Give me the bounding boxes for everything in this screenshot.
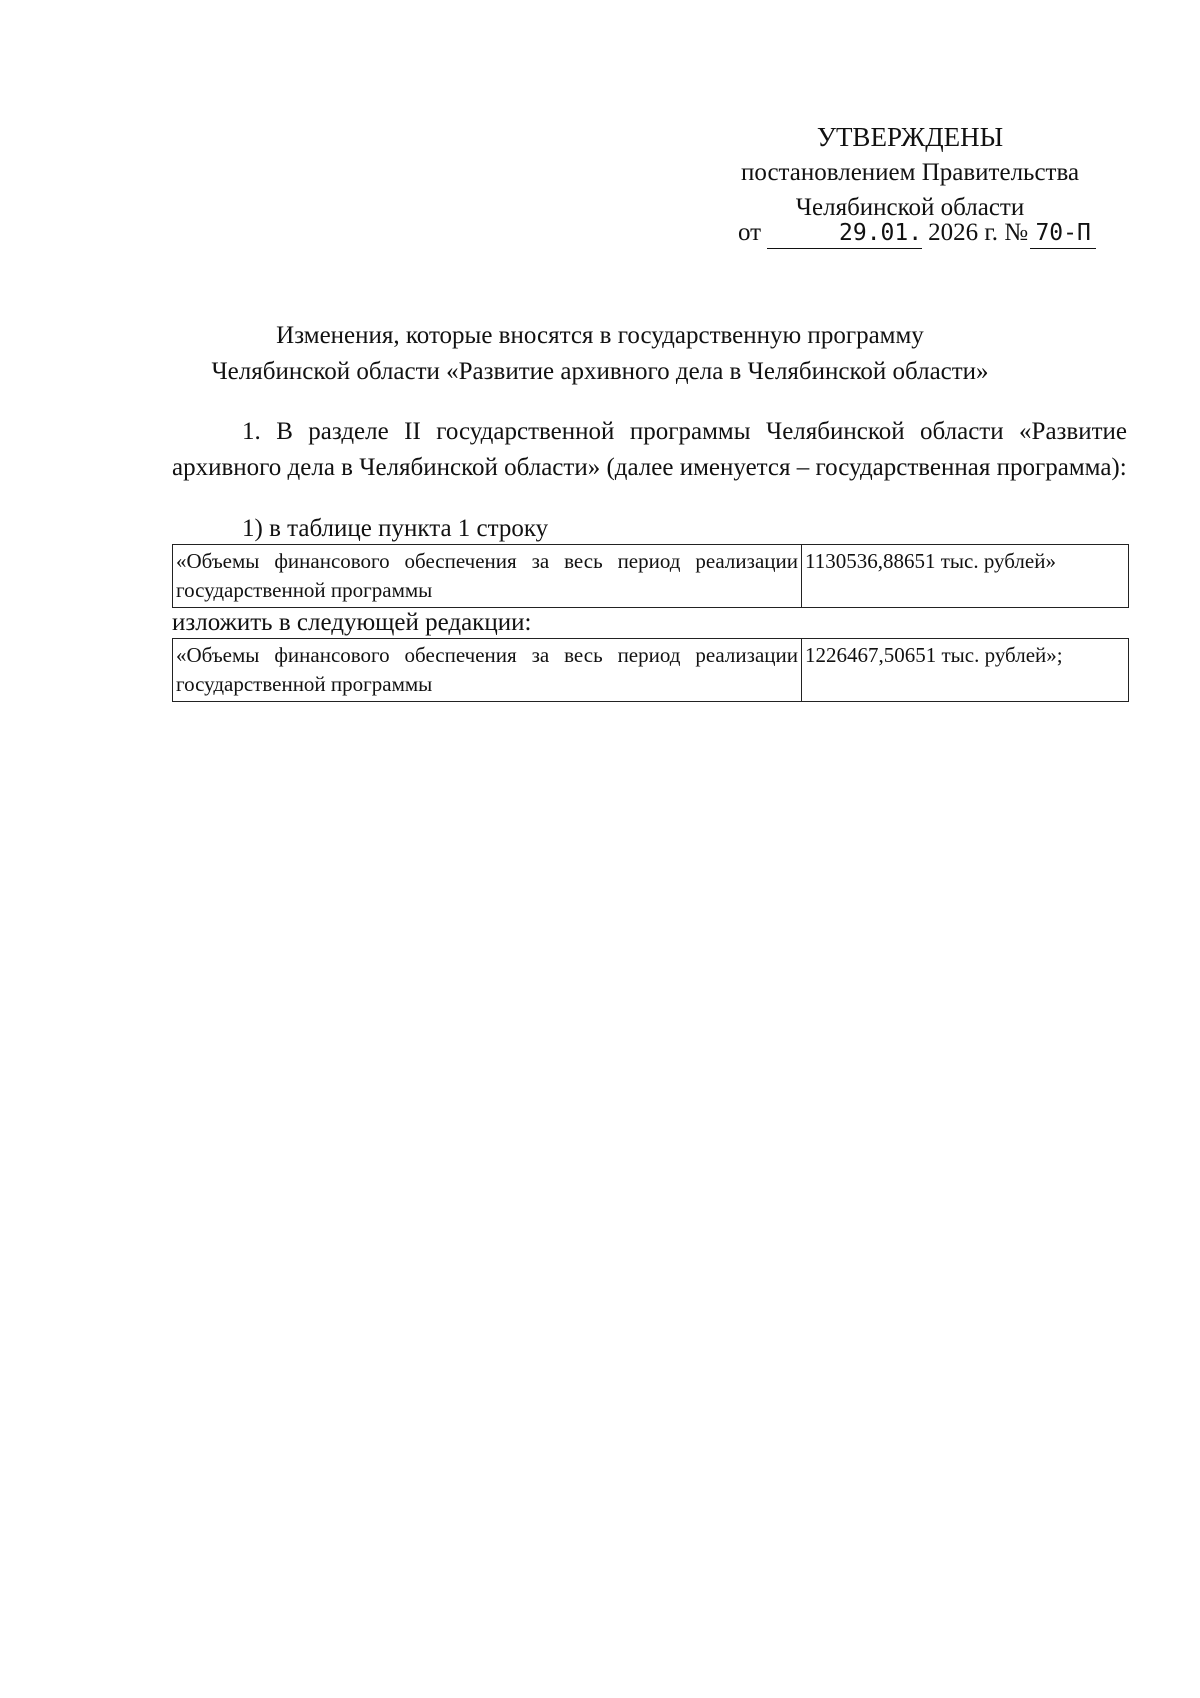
new-row-label: «Объемы финансового обеспечения за весь период реализации государственной программы <box>173 639 802 702</box>
document-title-line-2: Челябинской области «Развитие архивного дела в Челябинской области» <box>211 358 989 385</box>
table-row <box>173 639 1129 702</box>
new-row-value: 1226467,50651 тыс. рублей»; <box>802 639 1129 702</box>
old-row-table <box>172 544 1129 608</box>
paragraph-1: 1. В разделе II государственной программы Челябинской области «Развитие архивного дела в Челябинской области» (далее именуется – государственная программа): <box>172 418 1127 481</box>
subpoint-1: 1) в таблице пункта 1 строку <box>242 515 549 542</box>
approval-year-text: 2026 г. № <box>928 219 1029 246</box>
old-row-label: «Объемы финансового обеспечения за весь период реализации государственной программы <box>173 545 802 608</box>
approval-heading: УТВЕРЖДЕНЫ <box>816 122 1004 152</box>
date-prefix: от <box>738 219 762 246</box>
lead-in-text: изложить в следующей редакции: <box>172 609 532 636</box>
document-title-line-1: Изменения, которые вносятся в государственную программу <box>276 322 924 349</box>
approval-number-value: 70-П <box>1030 218 1096 249</box>
approval-line-2: Челябинской области <box>795 194 1025 221</box>
approval-block <box>700 120 1120 225</box>
approval-date-line <box>738 218 1096 249</box>
old-row-value: 1130536,88651 тыс. рублей» <box>802 545 1129 608</box>
approval-date-value: 29.01. <box>767 218 922 249</box>
document-title <box>150 318 1050 390</box>
new-row-table <box>172 638 1129 702</box>
table-row <box>173 545 1129 608</box>
approval-line-1: постановлением Правительства <box>740 159 1080 186</box>
